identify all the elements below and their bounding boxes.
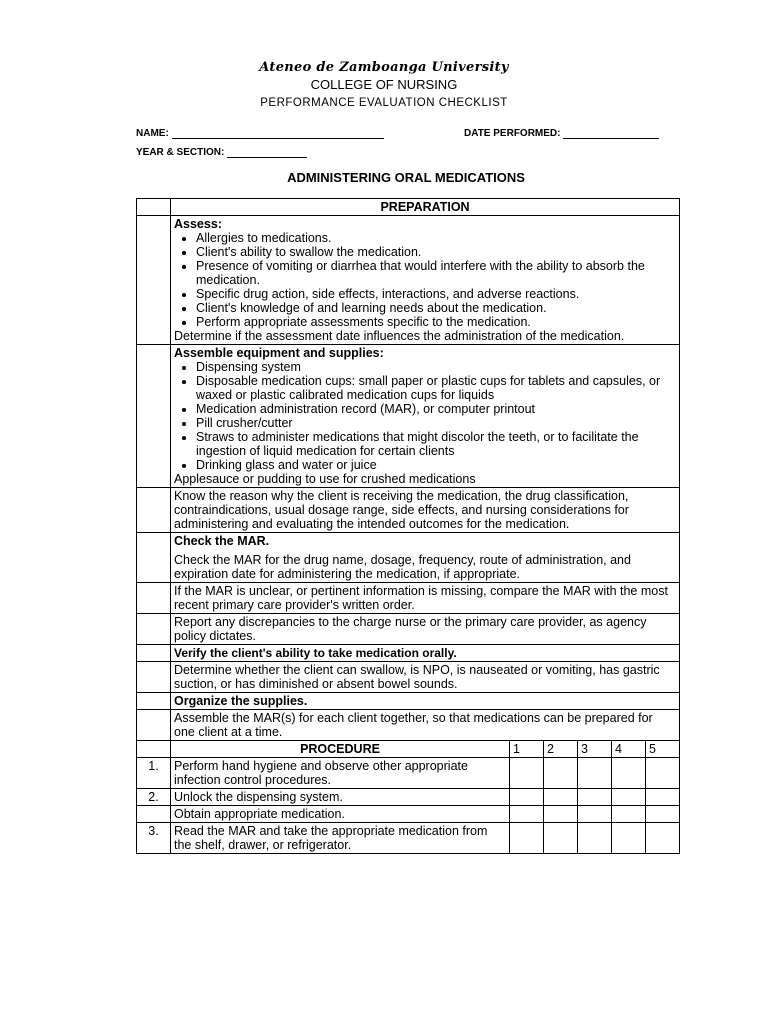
num-cell — [137, 199, 171, 216]
verify-title: Verify the client's ability to take medication orally. — [171, 645, 680, 662]
know-reason-text: Know the reason why the client is receiving the medication, the drug classification, contraindications, usual dosage range, side effects, and nursing considerations for administering and evaluating the intended outcomes for the medication. — [171, 488, 680, 533]
score-cell[interactable] — [646, 758, 680, 789]
procedure-step-row — [137, 789, 680, 806]
num-cell — [137, 488, 171, 533]
document-header — [0, 60, 768, 109]
score-header-5: 5 — [646, 741, 680, 758]
year-section-field — [136, 147, 307, 158]
score-cell[interactable] — [612, 806, 646, 823]
preparation-header-row — [137, 199, 680, 216]
score-header-2: 2 — [544, 741, 578, 758]
assemble-note: Applesauce or pudding to use for crushed medications — [174, 472, 476, 486]
num-cell — [137, 662, 171, 693]
score-cell[interactable] — [578, 823, 612, 854]
assess-row — [137, 216, 680, 345]
date-label: DATE PERFORMED: — [464, 128, 561, 139]
step-text: Read the MAR and take the appropriate medication from the shelf, drawer, or refrigerator. — [171, 823, 510, 854]
mar-unclear-row — [137, 583, 680, 614]
assess-title: Assess: — [174, 217, 222, 231]
score-cell[interactable] — [544, 758, 578, 789]
score-cell[interactable] — [578, 806, 612, 823]
step-number: 1. — [137, 758, 171, 789]
organize-title: Organize the supplies. — [171, 693, 680, 710]
list-item: • Straws to administer medications that might discolor the teeth, or to facilitate the ingestion of liquid medication for certain clients — [196, 430, 676, 458]
procedure-header-row — [137, 741, 680, 758]
check-mar-title: Check the MAR. — [174, 534, 270, 548]
score-header-4: 4 — [612, 741, 646, 758]
num-cell — [137, 216, 171, 345]
list-item: • Presence of vomiting or diarrhea that would interfere with the ability to absorb the medication. — [196, 259, 676, 287]
score-cell[interactable] — [646, 789, 680, 806]
report-row — [137, 614, 680, 645]
university-name: Ateneo de Zamboanga University — [259, 60, 509, 75]
step-text: Obtain appropriate medication. — [171, 806, 510, 823]
name-label: NAME: — [136, 128, 169, 139]
score-cell[interactable] — [544, 823, 578, 854]
name-input-line[interactable] — [172, 128, 384, 139]
step-text: Perform hand hygiene and observe other appropriate infection control procedures. — [171, 758, 510, 789]
verify-row — [137, 645, 680, 662]
score-cell[interactable] — [612, 758, 646, 789]
skill-title: ADMINISTERING ORAL MEDICATIONS — [287, 170, 525, 185]
score-cell[interactable] — [510, 806, 544, 823]
score-cell[interactable] — [646, 823, 680, 854]
know-reason-row — [137, 488, 680, 533]
checklist-table — [136, 198, 680, 854]
num-cell — [137, 710, 171, 741]
assemble-list — [174, 360, 676, 472]
assemble-title: Assemble equipment and supplies: — [174, 346, 384, 360]
determine-row — [137, 662, 680, 693]
list-item: • Specific drug action, side effects, interactions, and adverse reactions. — [196, 287, 676, 301]
score-cell[interactable] — [612, 823, 646, 854]
list-item: • Disposable medication cups: small paper or plastic cups for tablets and capsules, or waxed or plastic calibrated medication cups for liquids — [196, 374, 676, 402]
score-cell[interactable] — [510, 789, 544, 806]
score-cell[interactable] — [612, 789, 646, 806]
list-item: • Allergies to medications. — [196, 231, 676, 245]
procedure-heading: PROCEDURE — [171, 741, 510, 758]
num-cell — [137, 533, 171, 583]
num-cell — [137, 741, 171, 758]
list-item: • Medication administration record (MAR), or computer printout — [196, 402, 676, 416]
mar-unclear-text: If the MAR is unclear, or pertinent information is missing, compare the MAR with the most recent primary care provider's written order. — [171, 583, 680, 614]
list-item: • Client's ability to swallow the medication. — [196, 245, 676, 259]
organize-row — [137, 693, 680, 710]
year-section-label: YEAR & SECTION: — [136, 147, 225, 158]
step-number: 2. — [137, 789, 171, 806]
score-cell[interactable] — [510, 758, 544, 789]
check-mar-cell — [171, 533, 680, 583]
year-section-input-line[interactable] — [227, 147, 307, 158]
check-mar-text: Check the MAR for the drug name, dosage, frequency, route of administration, and expiration date for administering the medication, if appropriate. — [174, 553, 631, 581]
report-text: Report any discrepancies to the charge nurse or the primary care provider, as agency policy dictates. — [171, 614, 680, 645]
list-item: • Client's knowledge of and learning needs about the medication. — [196, 301, 676, 315]
assemble-row — [137, 345, 680, 488]
list-item: • Drinking glass and water or juice — [196, 458, 676, 472]
date-field — [464, 128, 659, 139]
list-item: • Dispensing system — [196, 360, 676, 374]
num-cell — [137, 645, 171, 662]
assemble-mar-row — [137, 710, 680, 741]
list-item: • Perform appropriate assessments specific to the medication. — [196, 315, 676, 329]
score-cell[interactable] — [578, 789, 612, 806]
step-number: 3. — [137, 823, 171, 854]
date-input-line[interactable] — [563, 128, 659, 139]
preparation-heading: PREPARATION — [171, 199, 680, 216]
score-header-1: 1 — [510, 741, 544, 758]
num-cell — [137, 614, 171, 645]
num-cell — [137, 345, 171, 488]
college-name: COLLEGE OF NURSING — [310, 77, 458, 92]
procedure-step-row — [137, 758, 680, 789]
score-header-3: 3 — [578, 741, 612, 758]
num-cell — [137, 693, 171, 710]
check-mar-row — [137, 533, 680, 583]
name-field — [136, 128, 384, 139]
assemble-mar-text: Assemble the MAR(s) for each client together, so that medications can be prepared for one client at a time. — [171, 710, 680, 741]
procedure-step-row — [137, 806, 680, 823]
score-cell[interactable] — [578, 758, 612, 789]
checklist-title: PERFORMANCE EVALUATION CHECKLIST — [260, 97, 508, 109]
num-cell — [137, 583, 171, 614]
assemble-cell — [171, 345, 680, 488]
score-cell[interactable] — [544, 806, 578, 823]
step-number — [137, 806, 171, 823]
assess-cell — [171, 216, 680, 345]
list-item: • Pill crusher/cutter — [196, 416, 676, 430]
score-cell[interactable] — [544, 789, 578, 806]
step-text: Unlock the dispensing system. — [171, 789, 510, 806]
procedure-step-row — [137, 823, 680, 854]
assess-list — [174, 231, 676, 329]
assess-note: Determine if the assessment date influences the administration of the medication. — [174, 329, 625, 343]
score-cell[interactable] — [510, 823, 544, 854]
score-cell[interactable] — [646, 806, 680, 823]
determine-text: Determine whether the client can swallow, is NPO, is nauseated or vomiting, has gastric suction, or has diminished or absent bowel sounds. — [171, 662, 680, 693]
